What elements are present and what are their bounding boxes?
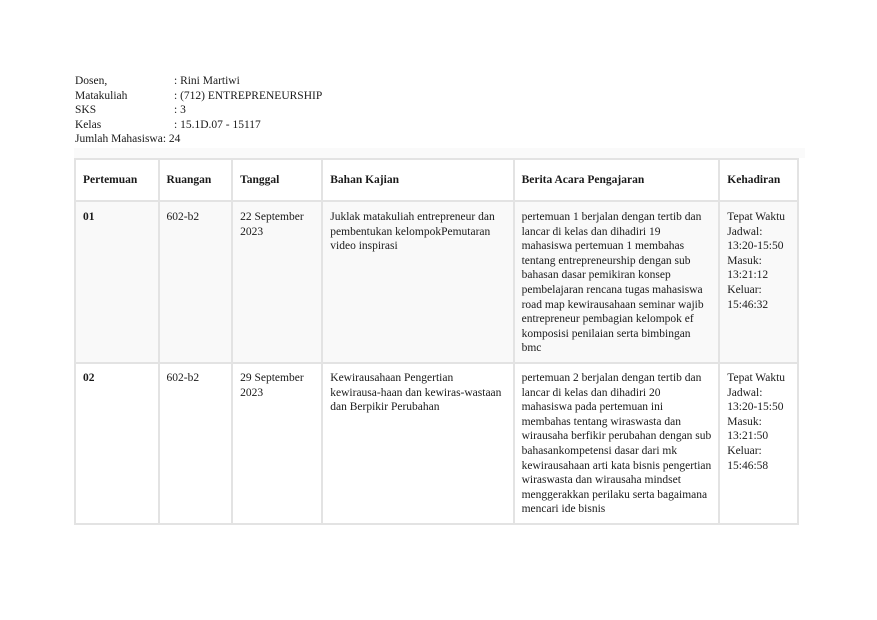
cell-ruangan: 602-b2 <box>159 201 233 363</box>
dosen-value: : Rini Martiwi <box>174 75 240 87</box>
kehadiran-keluar-label: Keluar: <box>727 444 762 457</box>
cell-berita-acara: pertemuan 1 berjalan dengan tertib dan lancar di kelas dan dihadiri 19 mahasiswa pertemuan 1 membahas tentang entrepreneurship dengan sub bahasan dasar pemikiran konsep pembelajaran rencana tugas mahasiswa road map kewirausahaan seminar wajib entrepreneur pembagian kelompok ef komposisi penilaian serta bimbingan bmc <box>514 201 720 363</box>
header-ruangan: Ruangan <box>159 159 233 201</box>
header-pertemuan: Pertemuan <box>75 159 159 201</box>
info-row-matakuliah <box>75 89 322 104</box>
cell-kehadiran <box>719 201 798 363</box>
table-row <box>75 363 798 524</box>
header-bahan-kajian: Bahan Kajian <box>322 159 513 201</box>
cell-kehadiran <box>719 363 798 524</box>
course-info <box>75 74 322 147</box>
dosen-label: Dosen, <box>75 75 108 87</box>
cell-bahan-kajian: Kewirausahaan Pengertian kewirausa-haan dan kewiras-wastaan dan Berpikir Perubahan <box>322 363 513 524</box>
header-tanggal: Tanggal <box>232 159 322 201</box>
kehadiran-keluar: 15:46:32 <box>727 298 769 311</box>
info-row-jumlah <box>75 132 322 147</box>
kehadiran-masuk-label: Masuk: <box>727 415 762 428</box>
info-row-kelas <box>75 118 322 133</box>
header-kehadiran: Kehadiran <box>719 159 798 201</box>
table-row <box>75 201 798 363</box>
kehadiran-masuk: 13:21:50 <box>727 430 769 443</box>
cell-pertemuan: 01 <box>75 201 159 363</box>
kehadiran-jadwal: 13:20-15:50 <box>727 240 784 253</box>
kehadiran-jadwal-label: Jadwal: <box>727 386 763 399</box>
matakuliah-value: : (712) ENTREPRENEURSHIP <box>174 89 323 102</box>
table-top-band <box>74 148 805 158</box>
matakuliah-label: Matakuliah <box>75 89 128 102</box>
attendance-table-container <box>74 148 805 525</box>
cell-tanggal: 22 September 2023 <box>232 201 322 363</box>
kelas-value: : 15.1D.07 - 15117 <box>174 118 261 131</box>
info-row-dosen <box>75 74 322 89</box>
kehadiran-keluar-label: Keluar: <box>727 283 762 296</box>
kehadiran-jadwal-label: Jadwal: <box>727 225 763 238</box>
table-header-row <box>75 159 798 201</box>
cell-tanggal: 29 September 2023 <box>232 363 322 524</box>
attendance-table <box>74 158 799 525</box>
kehadiran-status: Tepat Waktu <box>727 211 786 223</box>
cell-pertemuan: 02 <box>75 363 159 524</box>
kehadiran-masuk-label: Masuk: <box>727 254 762 267</box>
info-row-sks <box>75 103 322 118</box>
kehadiran-status: Tepat Waktu <box>727 371 786 384</box>
cell-ruangan: 602-b2 <box>159 363 233 524</box>
header-berita-acara: Berita Acara Pengajaran <box>514 159 720 201</box>
jumlah-value: : 24 <box>162 133 181 145</box>
jumlah-label: Jumlah Mahasiswa <box>75 133 163 145</box>
sks-label: SKS <box>75 104 97 116</box>
kehadiran-jadwal: 13:20-15:50 <box>727 401 784 414</box>
kehadiran-keluar: 15:46:58 <box>727 459 769 472</box>
cell-berita-acara: pertemuan 2 berjalan dengan tertib dan lancar di kelas dan dihadiri 20 mahasiswa pada pertemuan ini membahas tentang wiraswasta dan wirausaha berfikir perubahan dengan sub bahasankompetensi dasar dari mk kewirausahaan arti kata bisnis pengertian wiraswasta dan wirausaha mindset menggerakkan perilaku serta bagaimana mencari ide bisnis <box>514 363 720 524</box>
kelas-label: Kelas <box>75 118 102 131</box>
kehadiran-masuk: 13:21:12 <box>727 269 769 282</box>
sks-value: : 3 <box>174 104 186 116</box>
cell-bahan-kajian: Juklak matakuliah entrepreneur dan pembentukan kelompokPemutaran video inspirasi <box>322 201 513 363</box>
